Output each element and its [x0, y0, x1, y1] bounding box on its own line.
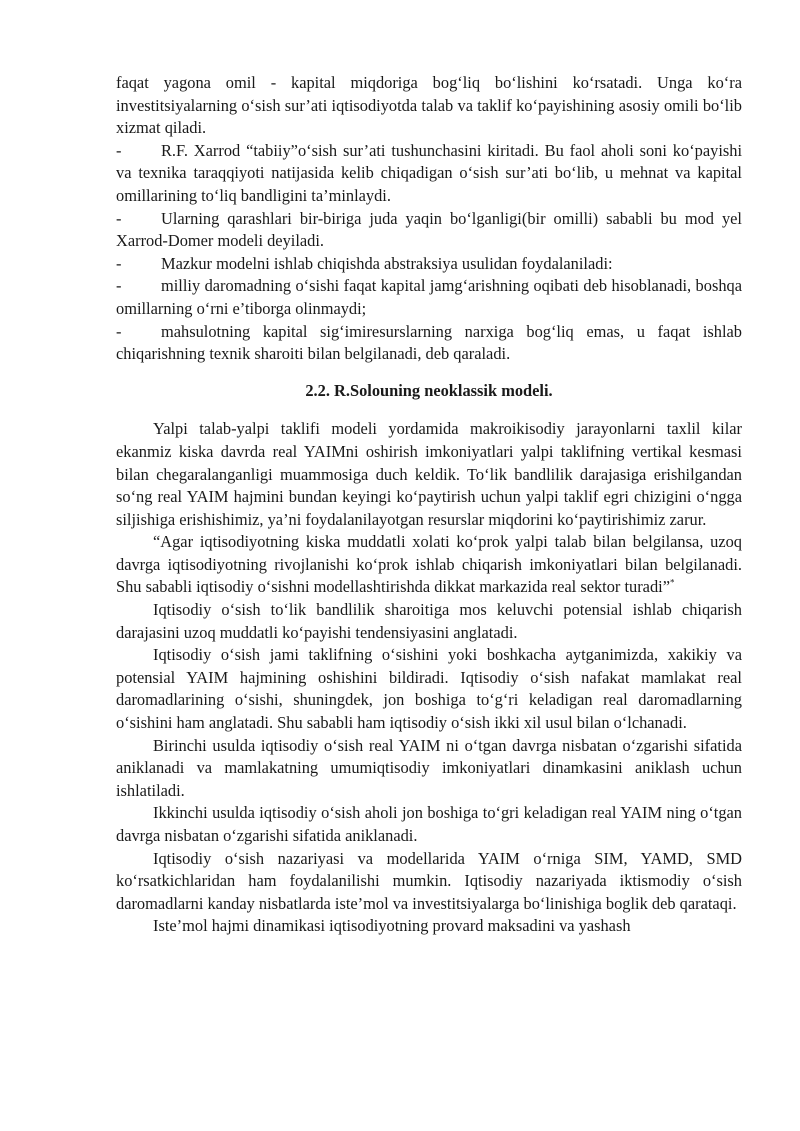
body-paragraph: Iste’mol hajmi dinamikasi iqtisodiyotning provard maksadini va yashash [153, 916, 631, 936]
quote-text: “Agar iqtisodiyotning kiska muddatli xolati ko‘prok yalpi talab bilan belgilansa, uzoq davrga iqtisodiyotning rivojlanishi ko‘prok ishlab chiqarish imkoniyatlari bilan belgilanadi. Shu sababli iqtisodiy o‘sishni modellashtirishda dikkat markazida real sektor turadi” [116, 532, 742, 597]
dash-mark: - [116, 321, 122, 341]
dash-item-text: milliy daromadning o‘sishi faqat kapital jamg‘arishning oqibati deb hisoblanadi, boshqa omillarning o‘rni e’tiborga olinmaydi; [116, 276, 742, 318]
dash-item-text: mahsulotning kapital sig‘imiresurslarning narxiga bog‘liq emas, u faqat ishlab chiqarishning texnik sharoiti bilan belgilanadi, deb qaraladi. [116, 321, 742, 364]
footnote-marker: * [669, 578, 675, 588]
dash-mark: - [116, 208, 122, 228]
dash-mark: - [116, 140, 122, 160]
body-paragraph: Iqtisodiy o‘sish jami taklifning o‘sishini yoki boshkacha aytganimizda, xakikiy va potensial YAIM hajmining oshishini bildiradi. Iqtisodiy o‘sish nafakat mamlakat real daromadlarining o‘sishi, shuningdek, jon boshiga to‘g‘ri keladigan real daromadlarning o‘sishini ham anglatadi. Shu sababli ham iqtisodiy o‘sish ikki xil usul bilan o‘lchanadi. [116, 645, 742, 733]
dash-item [116, 140, 742, 208]
dash-item-text: Ularning qarashlari bir-biriga juda yaqin bo‘lganligi(bir omilli) sababli bu mod yel Xarrod-Domer modeli deyiladi. [116, 208, 742, 251]
body-paragraph: Iqtisodiy o‘sish to‘lik bandlilik sharoitiga mos keluvchi potensial ishlab chiqarish darajasini uzoq muddatli ko‘payishi tendensiyasini anglatadi. [116, 600, 742, 642]
body-paragraph: Iqtisodiy o‘sish nazariyasi va modellarida YAIM o‘rniga SIM, YAMD, SMD ko‘rsatkichlaridan ham foydalanilishi mumkin. Iqtisodiy nazariyada iktismodiy o‘sish daromadlarni kanday nisbatlarda iste’mol va investitsiyalarga bo‘linishiga boglik deb qarataqi. [116, 848, 742, 913]
dash-mark: - [116, 253, 122, 273]
body-paragraph: Birinchi usulda iqtisodiy o‘sish real YAIM ni o‘tgan davrga nisbatan o‘zgarishi sifatida aniklanadi va mamlakatning umumiqtisodiy imkoniyatlari dinamkasini aniklash uchun ishlatiladi. [116, 735, 742, 800]
document-page [116, 72, 742, 938]
dash-item-text: R.F. Xarrod “tabiiy”o‘sish sur’ati tushunchasini kiritadi. Bu faol aholi soni ko‘payishi va texnika taraqqiyoti natijasida kelib chiqadigan o‘sish sur’ati bo‘lib, u mehnat va kapital omillarining to‘liq bandligini ta’minlaydi. [116, 140, 742, 205]
intro-paragraph: faqat yagona omil - kapital miqdoriga bog‘liq bo‘lishini ko‘rsatadi. Unga ko‘ra investitsiyalarning o‘sish sur’ati iqtisodiyotda talab va taklif ko‘payishining asosiy omili bo‘lib xizmat qiladi. [116, 73, 742, 138]
section-heading: 2.2. R.Solouning neoklassik modeli. [305, 380, 553, 400]
dash-item [116, 253, 742, 276]
quote-paragraph [116, 531, 742, 599]
dash-item [116, 321, 742, 366]
dash-item-text: Mazkur modelni ishlab chiqishda abstraksiya usulidan foydalaniladi: [161, 253, 613, 273]
dash-item [116, 208, 742, 253]
body-paragraph: Ikkinchi usulda iqtisodiy o‘sish aholi jon boshiga to‘gri keladigan real YAIM ning o‘tgan davrga nisbatan o‘zgarishi sifatida aniklanadi. [116, 803, 742, 845]
dash-item [116, 275, 742, 320]
body-paragraph: Yalpi talab-yalpi taklifi modeli yordamida makroikisodiy jarayonlarni taxlil kilar ekanmiz kiska davrda real YAIMni oshirish imkoniyatlari yalpi taklifning vertikal kesmasi bilan chegaralanganligi muammosiga duch keldik. To‘lik bandlilik darajasiga erishilgandan so‘ng real YAIM hajmini bundan keyingi ko‘paytirish uchun yalpi taklif egri chizigini o‘ngga siljishiga erishishimiz, ya’ni foydalanilayotgan resurslar miqdorini ko‘paytirishimiz zarur. [116, 419, 742, 529]
dash-mark: - [116, 276, 122, 296]
